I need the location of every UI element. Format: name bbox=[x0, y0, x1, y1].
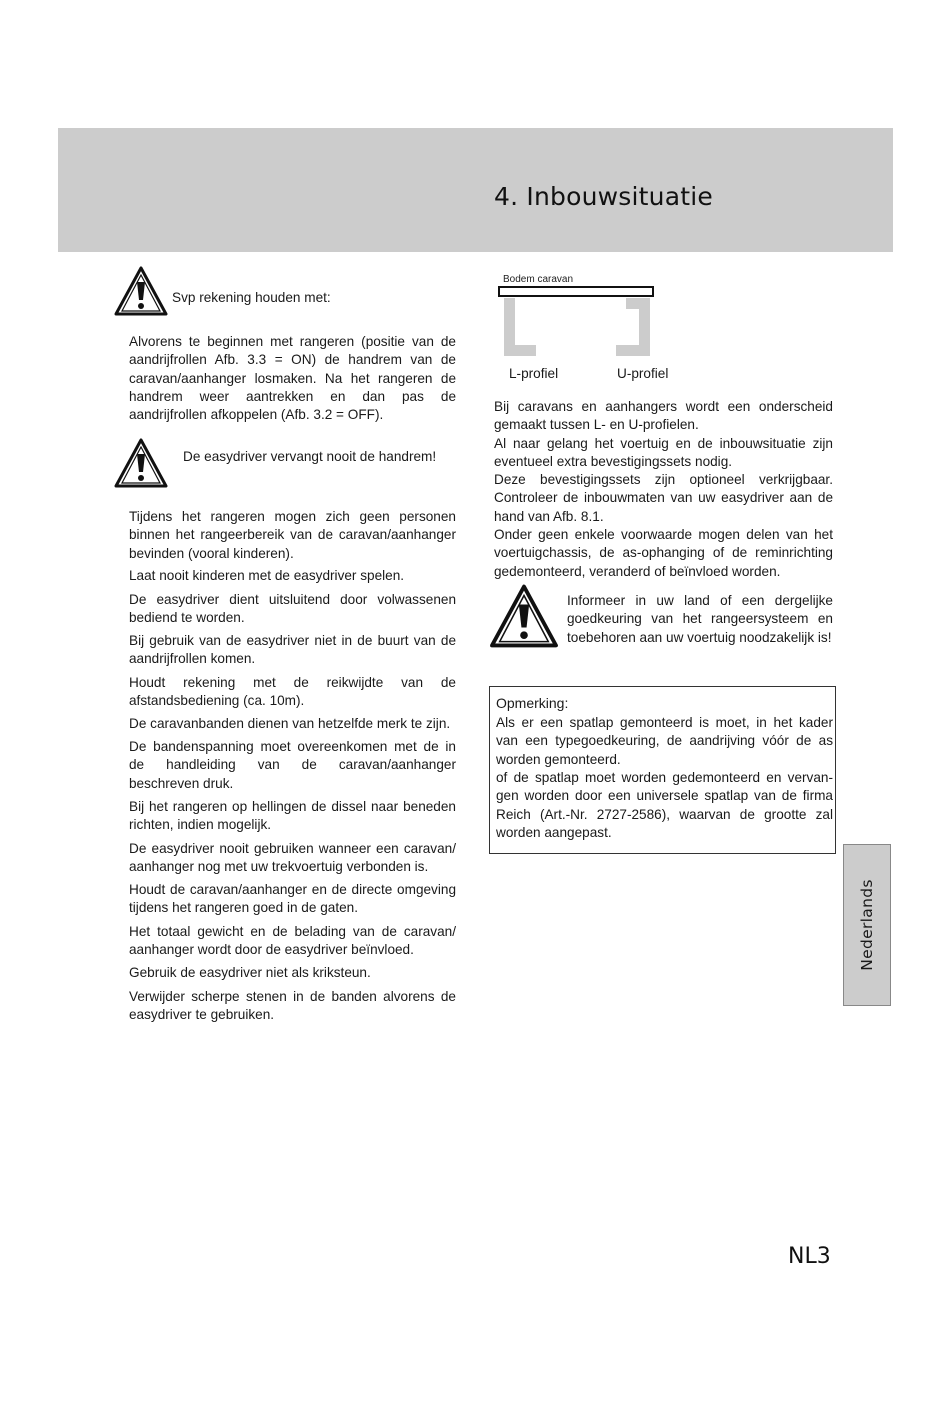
profile-diagram bbox=[496, 272, 696, 387]
list-item: Laat nooit kinderen met de easydriver spelen. bbox=[129, 568, 405, 583]
language-tab-label: Nederlands bbox=[858, 879, 876, 971]
list-item: De caravanbanden dienen van hetzelfde merk te zijn. bbox=[129, 716, 451, 731]
list-item: Houdt de caravan/aanhanger en de directe omgeving tijdens het rangeren goed in de gaten. bbox=[129, 882, 456, 916]
list-item: Houdt rekening met de reikwijdte van de afstandsbediening (ca. 10m). bbox=[129, 675, 456, 709]
note-box bbox=[489, 686, 836, 854]
list-item: Gebruik de easydriver niet als kriksteun. bbox=[129, 965, 371, 980]
note-title: Opmerking: bbox=[496, 695, 569, 711]
intro-paragraph: Alvorens te beginnen met rangeren (positie van de aandrijfrollen Afb. 3.3 = ON) de handrem van de caravan/aanhanger losmaken. Na het rangeren de handrem weer aantrekken en dan pas de aandrijfrollen afkoppelen (Afb. 3.2 = OFF). bbox=[129, 334, 456, 423]
paragraph: Al naar gelang het voertuig en de inbouwsituatie zijn eventueel extra bevestigingssets nodig. bbox=[494, 436, 833, 470]
list-item: Verwijder scherpe stenen in de banden alvorens de easydriver te gebruiken. bbox=[129, 989, 456, 1023]
profile-diagram-graphic bbox=[496, 272, 696, 362]
warning-triangle-icon bbox=[489, 584, 559, 648]
note-text-2: of de spatlap moet worden gedemonteerd en vervan-gen worden door een universele spatlap van de firma Reich (Art.-Nr. 2727-2586), waarvan de grootte zal worden aangepast. bbox=[496, 770, 833, 840]
u-profile-label: U-profiel bbox=[617, 366, 669, 381]
header-band bbox=[58, 128, 893, 252]
note-text-1: Als er een spatlap gemonteerd is moet, in het kader van een typegoedkeuring, de aandrijving vóór de as worden gemonteerd. bbox=[496, 715, 833, 767]
l-profile-shape bbox=[504, 298, 536, 356]
list-item: De bandenspanning moet overeenkomen met de in de handleiding van de caravan/aanhanger beschreven druk. bbox=[129, 739, 456, 791]
list-item: Tijdens het rangeren mogen zich geen personen binnen het rangeerbereik van de caravan/aanhanger bevinden (vooral kinderen). bbox=[129, 509, 456, 561]
approval-warning: Informeer in uw land of een dergelijke goedkeuring van het rangeersysteem en toebehoren aan uw voertuig noodzakelijk is! bbox=[567, 593, 833, 645]
list-item: Bij gebruik van de easydriver niet in de buurt van de aandrijfrollen komen. bbox=[129, 633, 456, 667]
paragraph: Onder geen enkele voorwaarde mogen delen van het voertuigchassis, de as-ophanging of de reminrichting gedemonteerd, veranderd of beïnvloed worden. bbox=[494, 527, 833, 579]
handbrake-warning: De easydriver vervangt nooit de handrem! bbox=[183, 449, 437, 464]
section-title: 4. Inbouwsituatie bbox=[494, 182, 713, 211]
paragraph: Bij caravans en aanhangers wordt een onderscheid gemaakt tussen L- en U-profielen. bbox=[494, 399, 833, 433]
floor-label: Bodem caravan bbox=[503, 274, 574, 285]
l-profile-label: L-profiel bbox=[509, 366, 559, 381]
language-tab bbox=[843, 844, 891, 1006]
warning-triangle-icon bbox=[114, 266, 168, 316]
list-item: Bij het rangeren op hellingen de dissel naar beneden richten, indien mogelijk. bbox=[129, 799, 456, 833]
note-heading: Svp rekening houden met: bbox=[172, 290, 331, 305]
list-item: Het totaal gewicht en de belading van de caravan/ aanhanger wordt door de easydriver beïnvloed. bbox=[129, 924, 456, 958]
paragraph: Deze bevestigingssets zijn optioneel verkrijgbaar. Controleer de inbouwmaten van uw easydriver aan de hand van Afb. 8.1. bbox=[494, 472, 833, 524]
page-number: NL3 bbox=[788, 1244, 831, 1269]
list-item: De easydriver dient uitsluitend door volwassenen bediend te worden. bbox=[129, 592, 456, 626]
u-profile-shape bbox=[616, 298, 650, 356]
warning-triangle-icon bbox=[114, 438, 168, 488]
list-item: De easydriver nooit gebruiken wanneer een caravan/ aanhanger nog met uw trekvoertuig verbonden is. bbox=[129, 841, 456, 875]
